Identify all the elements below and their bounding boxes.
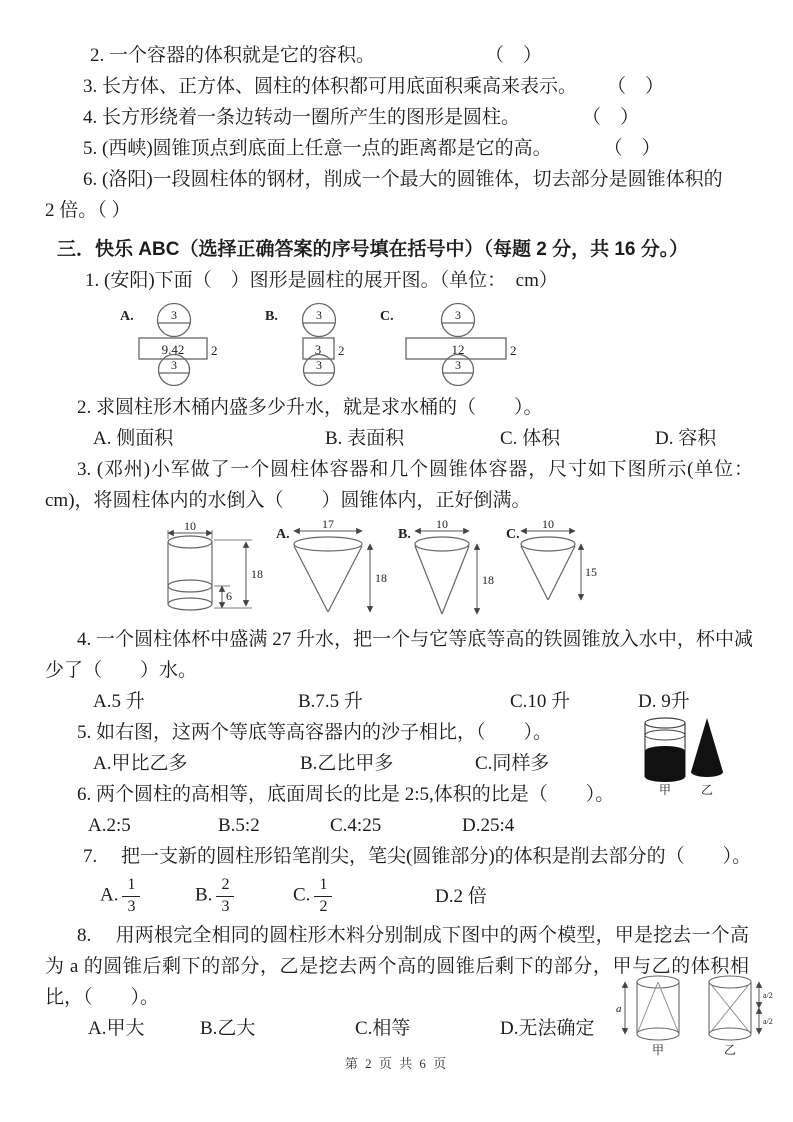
- fraction: [314, 876, 332, 916]
- option-c: C.4:25: [330, 815, 382, 836]
- choice-question-3: 3. (邓州)小军做了一个圆柱体容器和几个圆锥体容器，尺寸如下图所示(单位：cm)，将圆柱体内的水倒入（ ）圆锥体内，正好倒满。: [45, 459, 753, 511]
- model-left-label: 甲: [651, 1043, 665, 1057]
- option-d-label: D.: [435, 885, 454, 907]
- answer-bracket: （ ）: [485, 45, 543, 66]
- choice-question-8-block: [0, 920, 793, 1057]
- cone-b-diameter: 10: [436, 518, 448, 531]
- net-c-width: 12: [451, 342, 465, 357]
- option-b: B.5:2: [218, 815, 260, 836]
- option-b: B.7.5 升: [298, 691, 363, 712]
- option-d: D.无法确定: [500, 1018, 595, 1039]
- choice-question-2-options: [93, 423, 793, 454]
- page-footer: 第 2 页 共 6 页: [344, 1056, 449, 1071]
- net-b-top-diameter: 3: [316, 308, 322, 322]
- tf-question-6-text: 6. (洛阳)一段圆柱体的钢材，削成一个最大的圆锥体，切去部分是圆锥体积的: [83, 169, 723, 190]
- option-c: C. 体积: [500, 428, 561, 449]
- tf-question-3-text: 3. 长方体、正方体、圆柱的体积都可用底面积乘高来表示。: [83, 76, 578, 97]
- choice-question-4: 4. 一个圆柱体杯中盛满 27 升水，把一个与它等底等高的铁圆锥放入水中，杯中减少了（ ）水。: [45, 629, 753, 681]
- net-b-bottom-diameter: 3: [316, 358, 322, 372]
- option-b-label: B.: [195, 884, 213, 906]
- tf-question-4-text: 4. 长方形绕着一条边转动一圈所产生的图形是圆柱。: [83, 107, 521, 128]
- cone-c-diameter: 10: [542, 518, 554, 531]
- option-a: A.甲比乙多: [93, 753, 188, 774]
- carved-models-figure: [615, 970, 779, 1058]
- tf-question-2: [90, 40, 793, 71]
- dimension-a: a: [616, 1003, 622, 1015]
- option-d: D. 9升: [638, 691, 690, 712]
- cone-b-label: B.: [398, 527, 411, 542]
- cylinder-height: 18: [251, 567, 263, 581]
- option-a: A.2:5: [88, 815, 131, 836]
- option-d: D.25:4: [462, 815, 515, 836]
- tf-question-6-line2: [45, 195, 793, 226]
- tf-question-6-text2: 2 倍。（ ）: [45, 200, 131, 221]
- net-c-height: 2: [510, 343, 517, 358]
- choice-question-5: 5. 如右图，这两个等底等高容器内的沙子相比，（ ）。: [77, 722, 553, 743]
- choice-question-6: 6. 两个圆柱的高相等，底面周长的比是 2:5,体积的比是（ ）。: [77, 784, 615, 805]
- option-d-text: 2 倍: [453, 885, 487, 907]
- tf-question-3: [83, 71, 793, 102]
- net-c-top-diameter: 3: [455, 308, 461, 322]
- fraction-denominator: 2: [319, 897, 328, 915]
- net-a-label: A.: [120, 309, 134, 324]
- cone-a-label: A.: [276, 527, 290, 542]
- net-c-bottom-diameter: 3: [455, 358, 461, 372]
- option-a-label: A.: [100, 884, 119, 906]
- fraction: [216, 876, 234, 916]
- option-b: B. 表面积: [325, 428, 405, 449]
- tf-question-5-text: 5. (西峡)圆锥顶点到底面上任意一点的距离都是它的高。: [83, 138, 552, 159]
- dimension-a-half-2: a/2: [763, 1017, 773, 1026]
- net-b-width: 3: [314, 342, 322, 357]
- option-b: B.乙大: [200, 1018, 256, 1039]
- net-b-height: 2: [338, 343, 345, 358]
- option-a: [100, 876, 195, 916]
- net-a-height: 2: [211, 343, 218, 358]
- cylinder-diameter: 10: [184, 519, 196, 533]
- net-b-label: B.: [265, 309, 278, 324]
- sand-containers-figure: [635, 713, 727, 797]
- net-a-width: 9.42: [161, 342, 185, 357]
- option-d: D. 容积: [655, 428, 717, 449]
- answer-bracket: （ ）: [607, 76, 665, 97]
- fraction-denominator: 3: [221, 897, 230, 915]
- cylinder-cone-figure: [158, 518, 793, 618]
- option-a: A.5 升: [93, 691, 145, 712]
- net-c-label: C.: [380, 309, 394, 324]
- choice-question-6-options: [88, 810, 793, 841]
- container-left-label: 甲: [658, 783, 672, 797]
- fraction-numerator: 1: [122, 876, 140, 896]
- net-a-bottom-diameter: 3: [171, 358, 177, 372]
- cone-a-diameter: 17: [322, 518, 334, 531]
- choice-question-7: 7. 把一支新的圆柱形铅笔削尖，笔尖(圆锥部分)的体积是削去部分的（ ）。: [83, 846, 752, 867]
- cone-c-height: 15: [585, 565, 597, 579]
- net-a-top-diameter: 3: [171, 308, 177, 322]
- model-right-label: 乙: [723, 1043, 737, 1057]
- option-c: [293, 876, 435, 916]
- fraction: [122, 876, 140, 916]
- option-b: [195, 876, 293, 916]
- cone-a-height: 18: [375, 571, 387, 585]
- choice-question-1: 1. (安阳)下面（ ）图形是圆柱的展开图。（单位： cm）: [85, 270, 558, 291]
- option-c-label: C.: [293, 884, 311, 906]
- answer-bracket: （ ）: [582, 107, 640, 128]
- fraction-numerator: 1: [314, 876, 332, 896]
- cone-b-height: 18: [482, 573, 494, 587]
- choice-question-8: 8. 用两根完全相同的圆柱形木料分别制成下图中的两个模型，甲是挖去一个高为 a 的圆锥后剩下的部分，乙是挖去两个高的圆锥后剩下的部分，甲与乙的体积相比，（ ）。: [45, 925, 749, 1008]
- option-b: B.乙比甲多: [300, 753, 394, 774]
- section-title: 三．快乐 ABC（选择正确答案的序号填在括号中）（每题 2 分，共 16 分。）: [57, 239, 689, 260]
- choice-question-2: 2. 求圆柱形木桶内盛多少升水，就是求水桶的（ ）。: [77, 397, 543, 418]
- option-c: C.相等: [355, 1018, 411, 1039]
- tf-question-5: [83, 133, 793, 164]
- dimension-a-half-1: a/2: [763, 991, 773, 1000]
- cylinder-water-height: 6: [226, 589, 232, 603]
- container-right-label: 乙: [700, 783, 714, 797]
- cone-c-label: C.: [506, 527, 520, 542]
- option-c: C.10 升: [510, 691, 571, 712]
- answer-bracket: （ ）: [603, 138, 661, 159]
- option-a: A.甲大: [88, 1018, 145, 1039]
- option-a: A. 侧面积: [93, 428, 174, 449]
- fraction-numerator: 2: [216, 876, 234, 896]
- tf-question-4: [83, 102, 793, 133]
- option-c: C.同样多: [475, 753, 550, 774]
- option-d: [435, 881, 487, 912]
- cylinder-net-figure: [112, 298, 793, 386]
- tf-question-2-text: 2. 一个容器的体积就是它的容积。: [90, 45, 376, 66]
- choice-question-7-options: [100, 872, 793, 920]
- tf-question-6: [83, 164, 793, 195]
- fraction-denominator: 3: [127, 897, 136, 915]
